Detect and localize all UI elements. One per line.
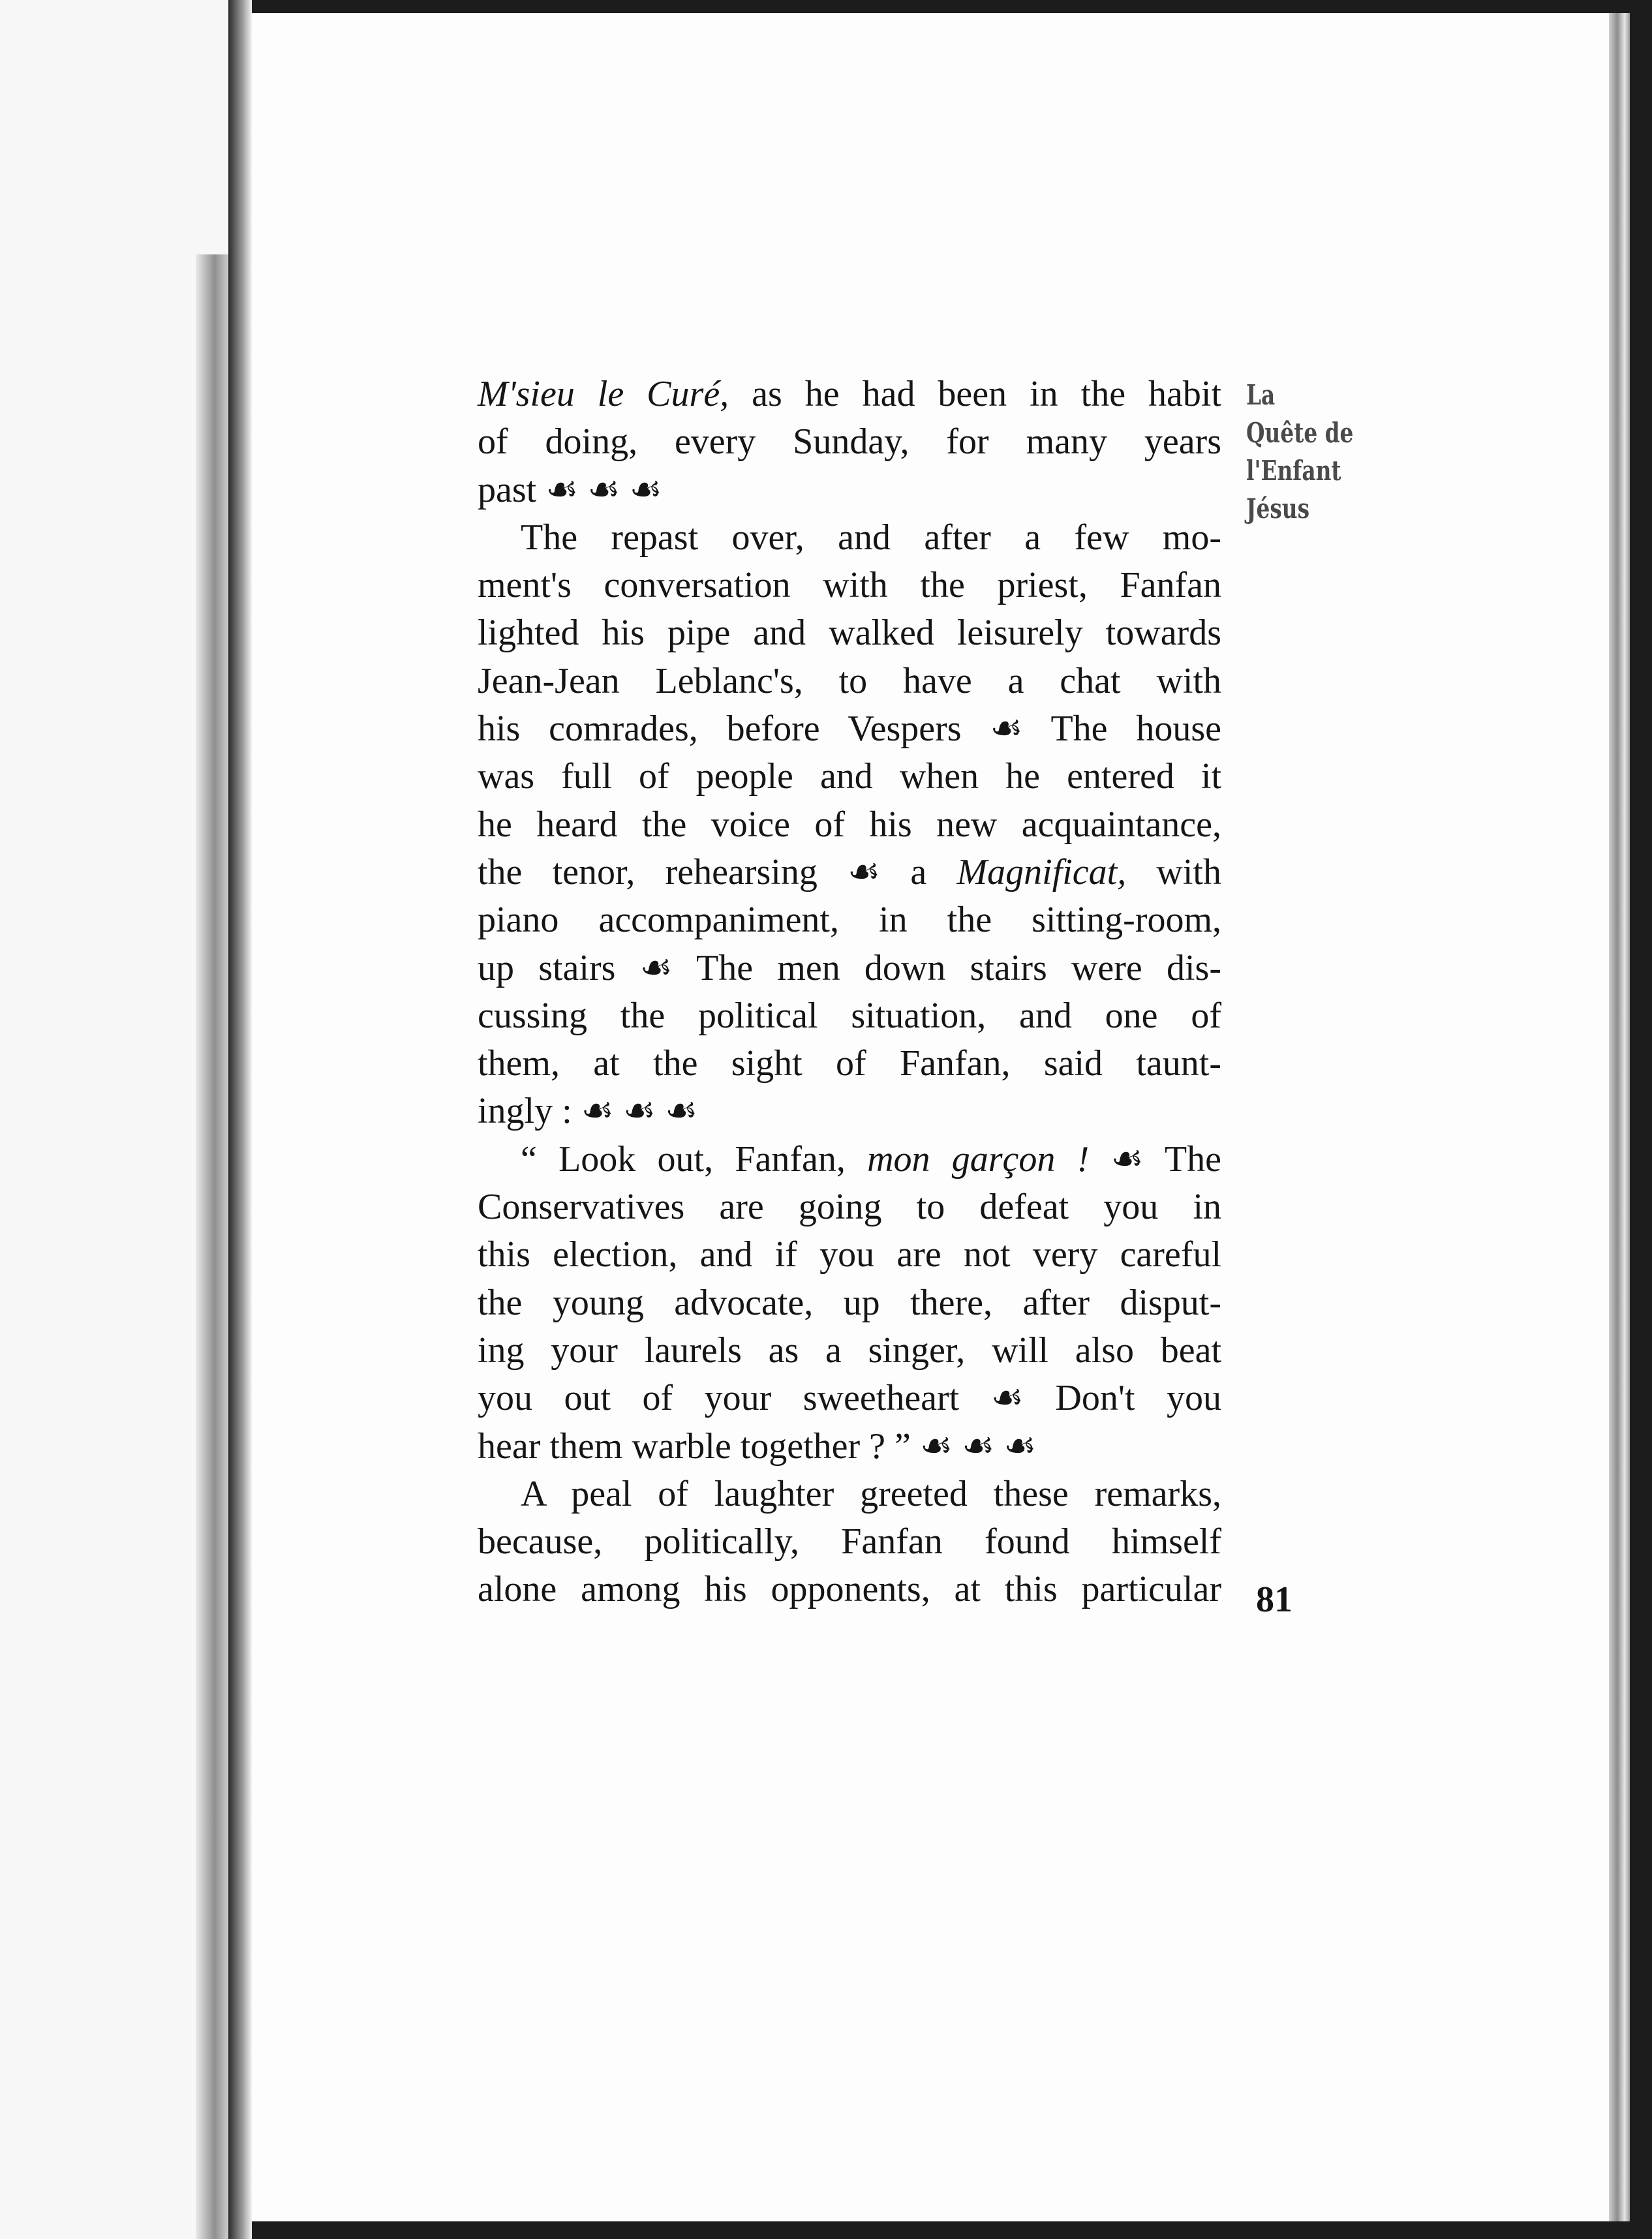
text-line: A peal of laughter greeted these remarks, <box>521 1473 1221 1514</box>
text-line: lighted his pipe and walked leisurely towards <box>478 613 1221 654</box>
italic-phrase: mon garçon ! <box>867 1138 1090 1180</box>
text-line: of doing, every Sunday, for many years <box>478 421 1221 463</box>
marginal-line: l'Enfant <box>1246 455 1341 487</box>
text-line: The repast over, and after a few mo- <box>521 517 1221 558</box>
text-line: the young advocate, up there, after disput- <box>478 1282 1221 1323</box>
text-line: Conservatives are going to defeat you in <box>478 1187 1221 1228</box>
text-line: cussing the political situation, and one of <box>478 995 1221 1036</box>
text-line: ment's conversation with the priest, Fanfan <box>478 565 1221 606</box>
text-line: you out of your sweetheart ☙ Don't you <box>478 1378 1221 1419</box>
marginal-line: La <box>1246 379 1276 411</box>
text-line: “ Look out, Fanfan, mon garçon ! ☙ The <box>521 1138 1221 1180</box>
text-line: his comrades, before Vespers ☙ The house <box>478 708 1221 750</box>
marginal-line: Jésus <box>1246 493 1310 525</box>
text-line: was full of people and when he entered it <box>478 756 1221 797</box>
body-text <box>478 371 1221 1614</box>
page-number: 81 <box>1256 1579 1293 1620</box>
text-line: alone among his opponents, at this particular <box>478 1569 1221 1610</box>
text-line: M'sieu le Curé, as he had been in the habit <box>478 374 1221 414</box>
italic-phrase: M'sieu le Curé, <box>478 374 729 414</box>
marginal-running-title <box>1246 376 1354 528</box>
text-line: them, at the sight of Fanfan, said taunt- <box>478 1043 1221 1084</box>
page-edge <box>1609 13 1630 2221</box>
text-line: because, politically, Fanfan found himself <box>478 1521 1221 1562</box>
text-line: up stairs ☙ The men down stairs were dis- <box>478 947 1221 988</box>
text-line: ingly : ☙ ☙ ☙ <box>478 1091 698 1132</box>
text-line: this election, and if you are not very careful <box>478 1234 1221 1275</box>
gutter-shadow <box>228 0 252 2239</box>
text-line: ing your laurels as a singer, will also beat <box>478 1330 1221 1371</box>
left-page-blank <box>0 0 228 2239</box>
text-line: he heard the voice of his new acquaintance, <box>478 804 1221 845</box>
text-line: hear them warble together ? ” ☙ ☙ ☙ <box>478 1425 1037 1467</box>
marginal-line: Quête de <box>1246 417 1354 449</box>
text-line: past ☙ ☙ ☙ <box>478 469 662 510</box>
text-line: the tenor, rehearsing ☙ a Magnificat, with <box>478 851 1221 892</box>
italic-phrase: Magnificat, <box>956 851 1127 892</box>
text-line: piano accompaniment, in the sitting-room, <box>478 900 1221 941</box>
text-line: Jean-Jean Leblanc's, to have a chat with <box>478 660 1221 701</box>
